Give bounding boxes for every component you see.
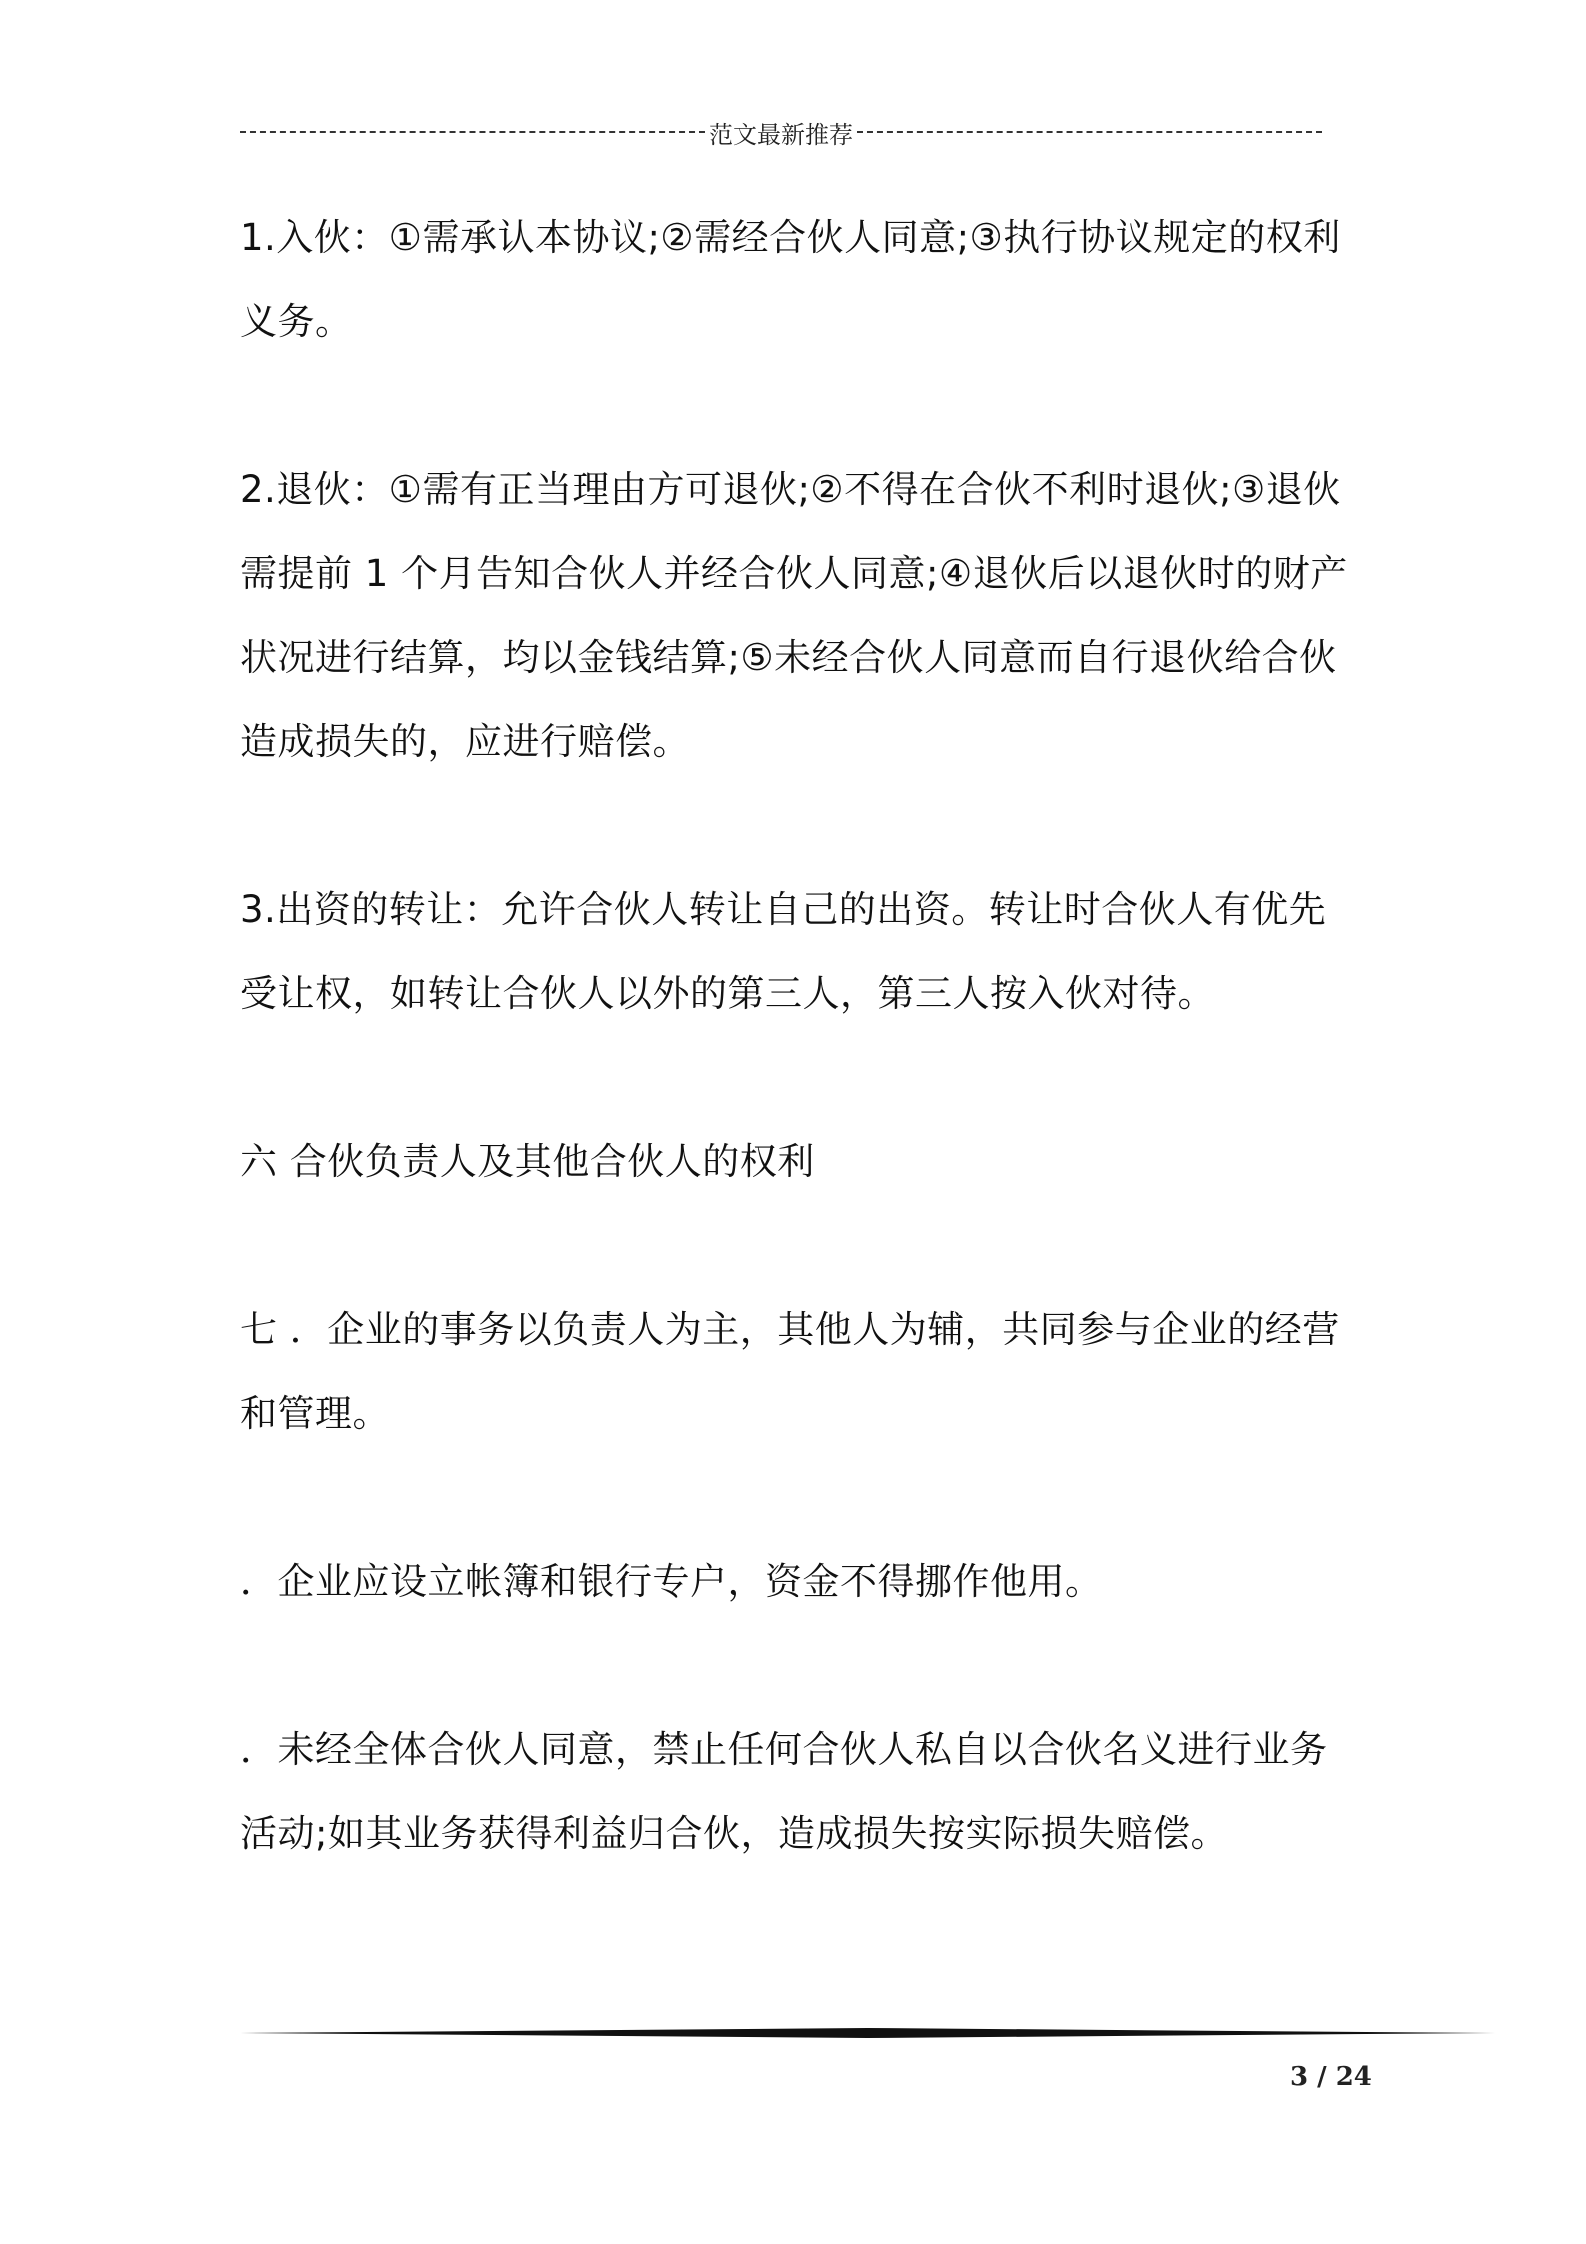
header-dashed-rule-right (857, 131, 1322, 133)
header-dashed-rule-left (240, 131, 705, 133)
clause-admission: 1.入伙：①需承认本协议;②需经合伙人同意;③执行协议规定的权利义务。 (240, 216, 1341, 343)
page-header (240, 112, 1322, 152)
page-number: 3 / 24 (1290, 2062, 1372, 2092)
section-heading-rights: 六 合伙负责人及其他合伙人的权利 (240, 1140, 815, 1183)
clause-withdrawal: 2.退伙：①需有正当理由方可退伙;②不得在合伙不利时退伙;③退伙需提前 1 个月告知合伙人并经合伙人同意;④退伙后以退伙时的财产状况进行结算，均以金钱结算;⑤未经合伙人同意而自行退伙给合伙造成损失的，应进行赔偿。 (240, 468, 1348, 763)
footer-rule (240, 2026, 1495, 2040)
clause-capital-transfer: 3.出资的转让：允许合伙人转让自己的出资。转让时合伙人有优先受让权，如转让合伙人以外的第三人，第三人按入伙对待。 (240, 888, 1327, 1015)
clause-unauthorized-business: ．未经全体合伙人同意，禁止任何合伙人私自以合伙名义进行业务活动;如其业务获得利益归合伙，造成损失按实际损失赔偿。 (240, 1728, 1328, 1855)
header-title: 范文最新推荐 (709, 120, 853, 149)
clause-management: 七 ．企业的事务以负责人为主，其他人为辅，共同参与企业的经营和管理。 (240, 1308, 1340, 1435)
document-body (240, 196, 1360, 1960)
clause-accounts: ．企业应设立帐簿和银行专户，资金不得挪作他用。 (240, 1560, 1103, 1603)
